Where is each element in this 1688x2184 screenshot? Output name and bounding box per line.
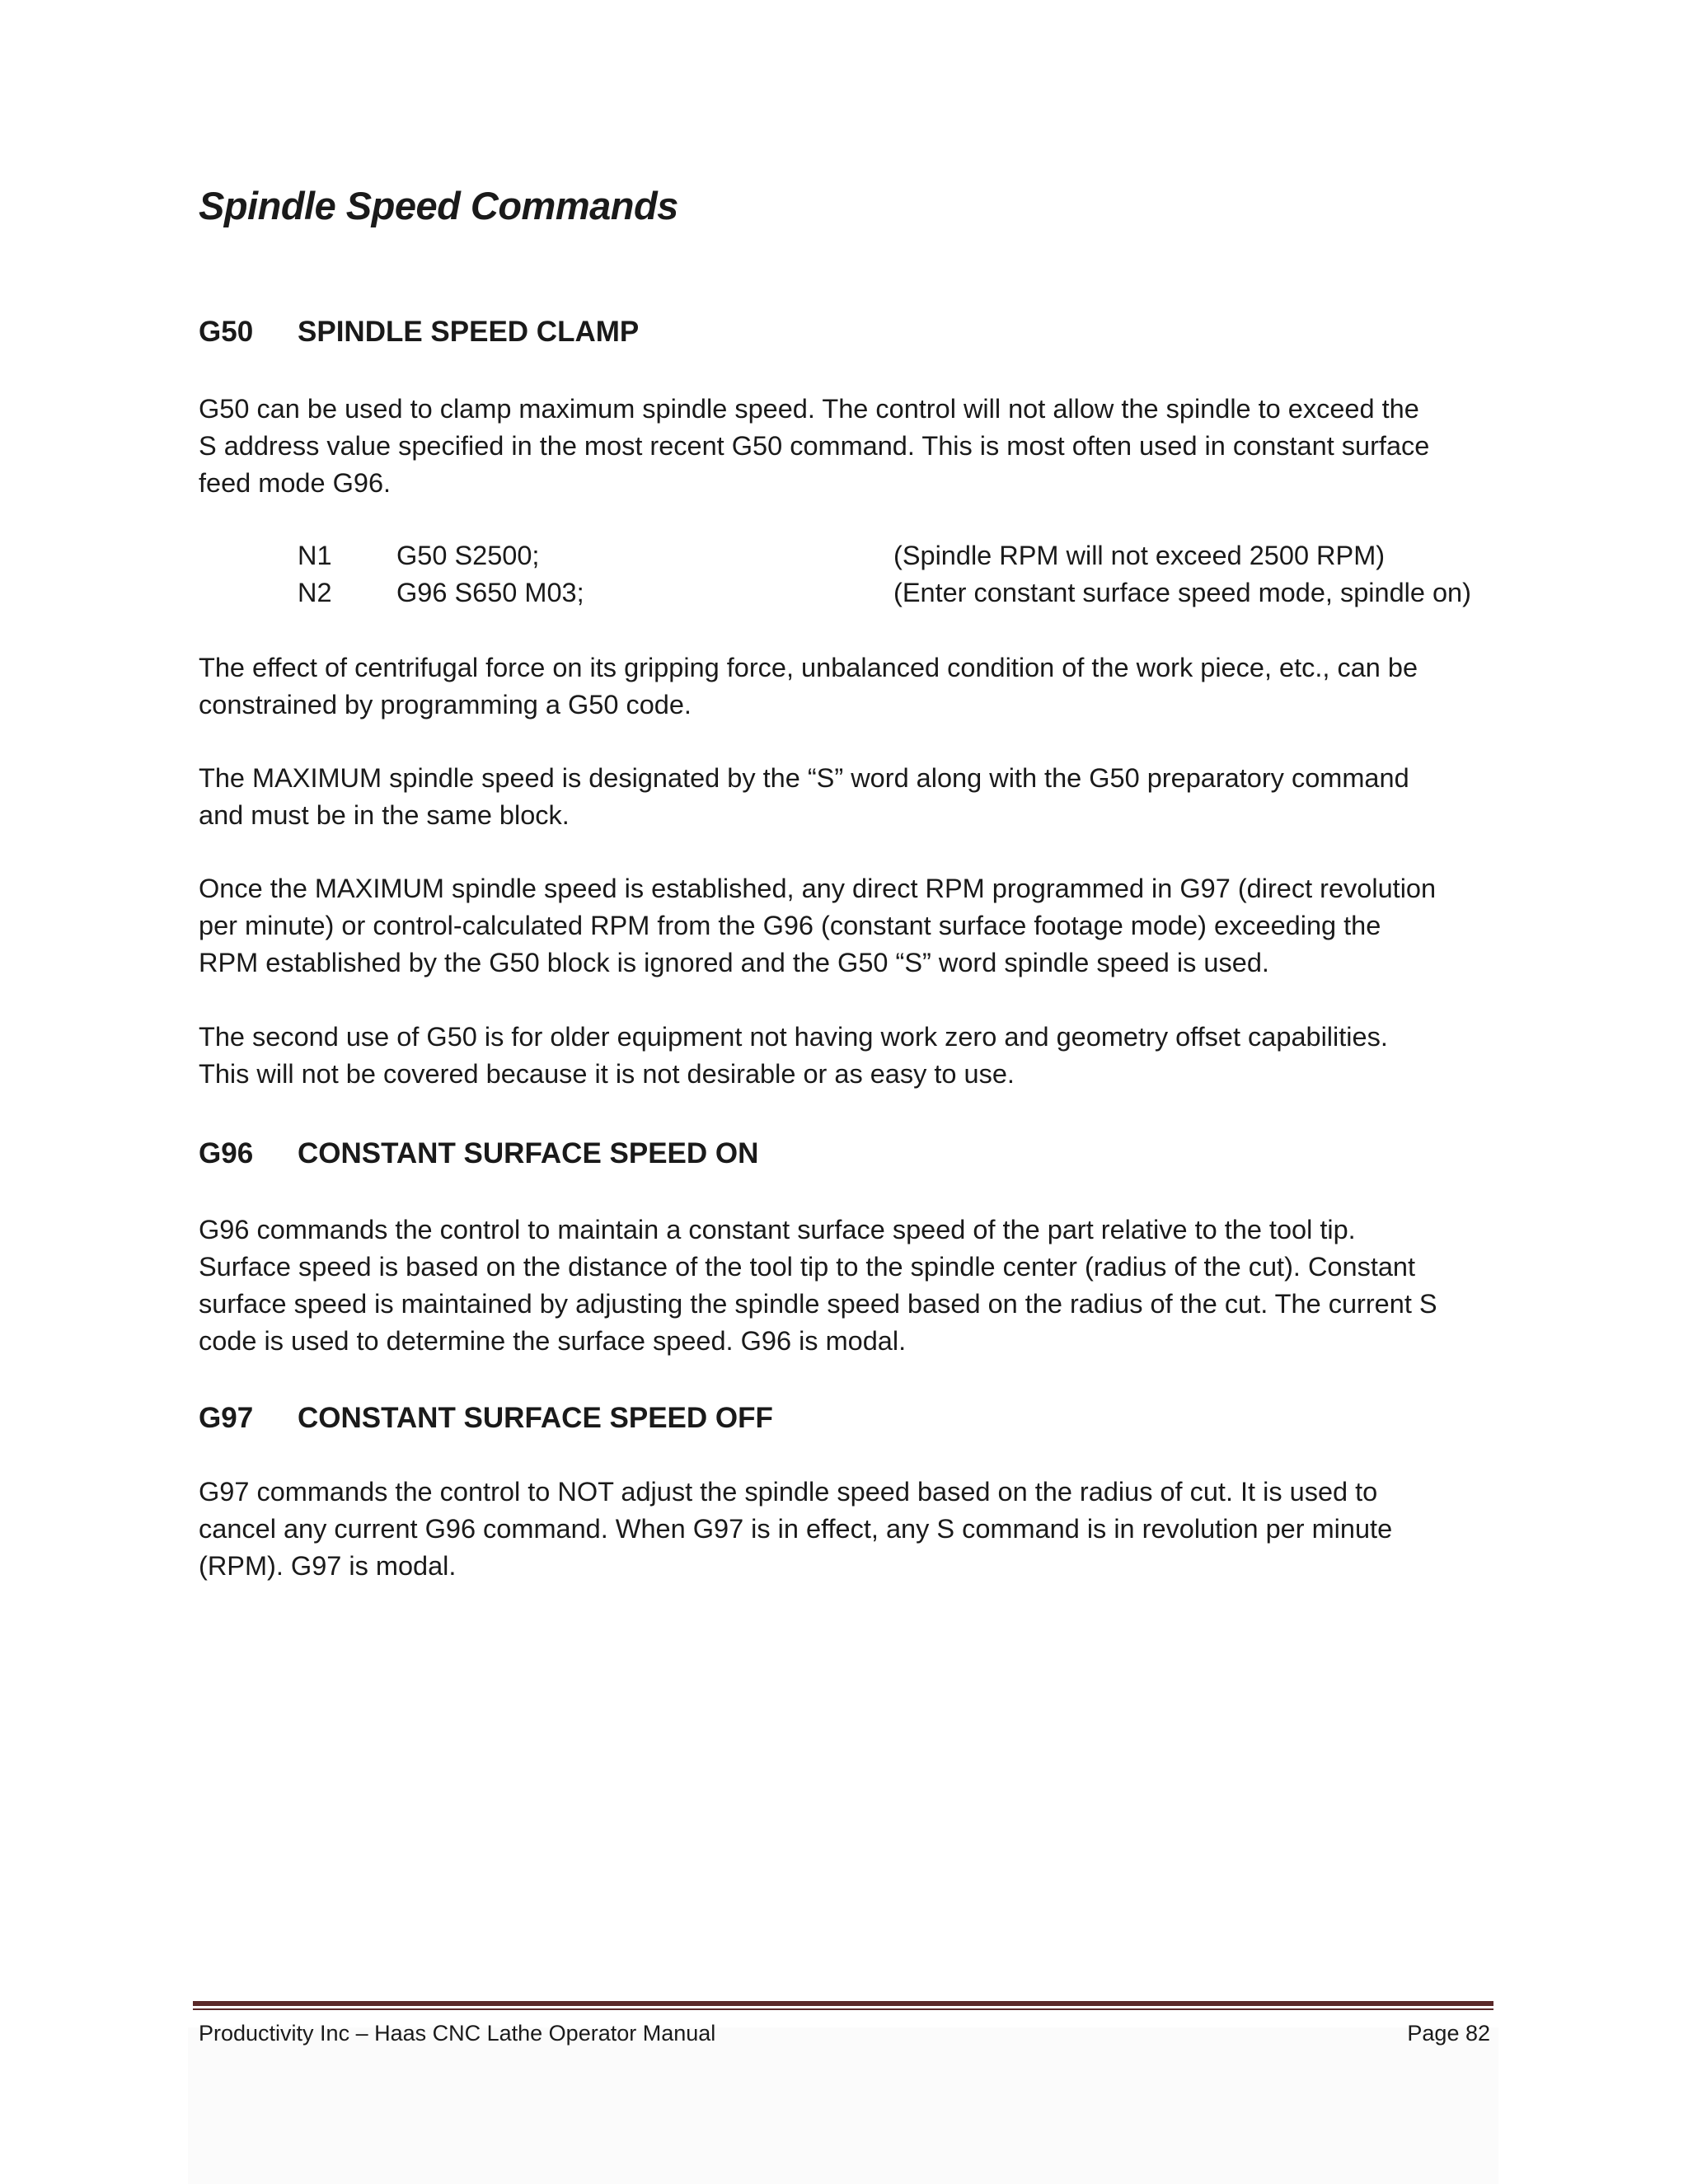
text-line: The second use of G50 is for older equipment not having work zero and geometry offset capabilities.	[199, 1022, 1388, 1052]
text-line: G96 commands the control to maintain a constant surface speed of the part relative to the tool tip.	[199, 1215, 1356, 1244]
section-heading-g96	[199, 1134, 758, 1174]
program-example	[298, 537, 1534, 612]
program-comment: (Spindle RPM will not exceed 2500 RPM)	[893, 541, 1386, 570]
paragraph-g97	[199, 1474, 1497, 1585]
section-title: CONSTANT SURFACE SPEED OFF	[298, 1402, 773, 1434]
text-line: The MAXIMUM spindle speed is designated by the “S” word along with the G50 preparatory command	[199, 763, 1409, 793]
section-heading-g50	[199, 312, 639, 352]
text-line: Surface speed is based on the distance of the tool tip to the spindle center (radius of the cut). Constant	[199, 1252, 1416, 1282]
text-line: per minute) or control-calculated RPM from the G96 (constant surface footage mode) exceeding the	[199, 911, 1381, 940]
paragraph-second-use	[199, 1019, 1497, 1093]
text-line: constrained by programming a G50 code.	[199, 690, 692, 719]
text-line: G97 commands the control to NOT adjust the spindle speed based on the radius of cut. It is used to	[199, 1477, 1378, 1507]
text-line: feed mode G96.	[199, 468, 392, 498]
section-code: G96	[199, 1137, 254, 1169]
section-code: G97	[199, 1402, 254, 1434]
text-line: code is used to determine the surface speed. G96 is modal.	[199, 1326, 907, 1356]
text-line: RPM established by the G50 block is ignored and the G50 “S” word spindle speed is used.	[199, 948, 1269, 977]
program-command: G50 S2500;	[396, 541, 540, 570]
section-code: G50	[199, 316, 254, 348]
program-comment: (Enter constant surface speed mode, spindle on)	[893, 578, 1471, 607]
footer-shade	[188, 2027, 1498, 2184]
paragraph-established	[199, 870, 1497, 982]
text-line: G50 can be used to clamp maximum spindle speed. The control will not allow the spindle to exceed the	[199, 394, 1419, 424]
footer-rule-thin	[193, 2008, 1493, 2010]
block-number: N2	[298, 578, 332, 607]
footer-page-number: Page 82	[1407, 2021, 1490, 2046]
section-title: CONSTANT SURFACE SPEED ON	[298, 1137, 759, 1169]
text-line: The effect of centrifugal force on its gripping force, unbalanced condition of the work piece, etc., can be	[199, 653, 1418, 682]
paragraph-centrifugal	[199, 649, 1497, 724]
block-number: N1	[298, 541, 332, 570]
text-line: (RPM). G97 is modal.	[199, 1551, 457, 1581]
text-line: S address value specified in the most recent G50 command. This is most often used in constant surface	[199, 431, 1430, 461]
footer-manual-title: Productivity Inc – Haas CNC Lathe Operator Manual	[199, 2021, 716, 2046]
section-heading-g97	[199, 1399, 773, 1438]
program-command: G96 S650 M03;	[396, 578, 584, 607]
page-title: Spindle Speed Commands	[199, 184, 678, 227]
text-line: surface speed is maintained by adjusting the spindle speed based on the radius of the cut. The current S	[199, 1289, 1437, 1319]
paragraph-maximum	[199, 760, 1497, 834]
footer-divider	[193, 2001, 1493, 2010]
text-line: and must be in the same block.	[199, 800, 570, 830]
paragraph-g50-intro	[199, 391, 1497, 502]
section-title: SPINDLE SPEED CLAMP	[298, 316, 640, 348]
program-line	[298, 537, 1534, 574]
text-line: Once the MAXIMUM spindle speed is established, any direct RPM programmed in G97 (direct revolution	[199, 874, 1437, 903]
paragraph-g96	[199, 1212, 1497, 1360]
text-line: This will not be covered because it is not desirable or as easy to use.	[199, 1059, 1015, 1089]
program-line	[298, 574, 1534, 612]
text-line: cancel any current G96 command. When G97 is in effect, any S command is in revolution per minute	[199, 1514, 1393, 1544]
